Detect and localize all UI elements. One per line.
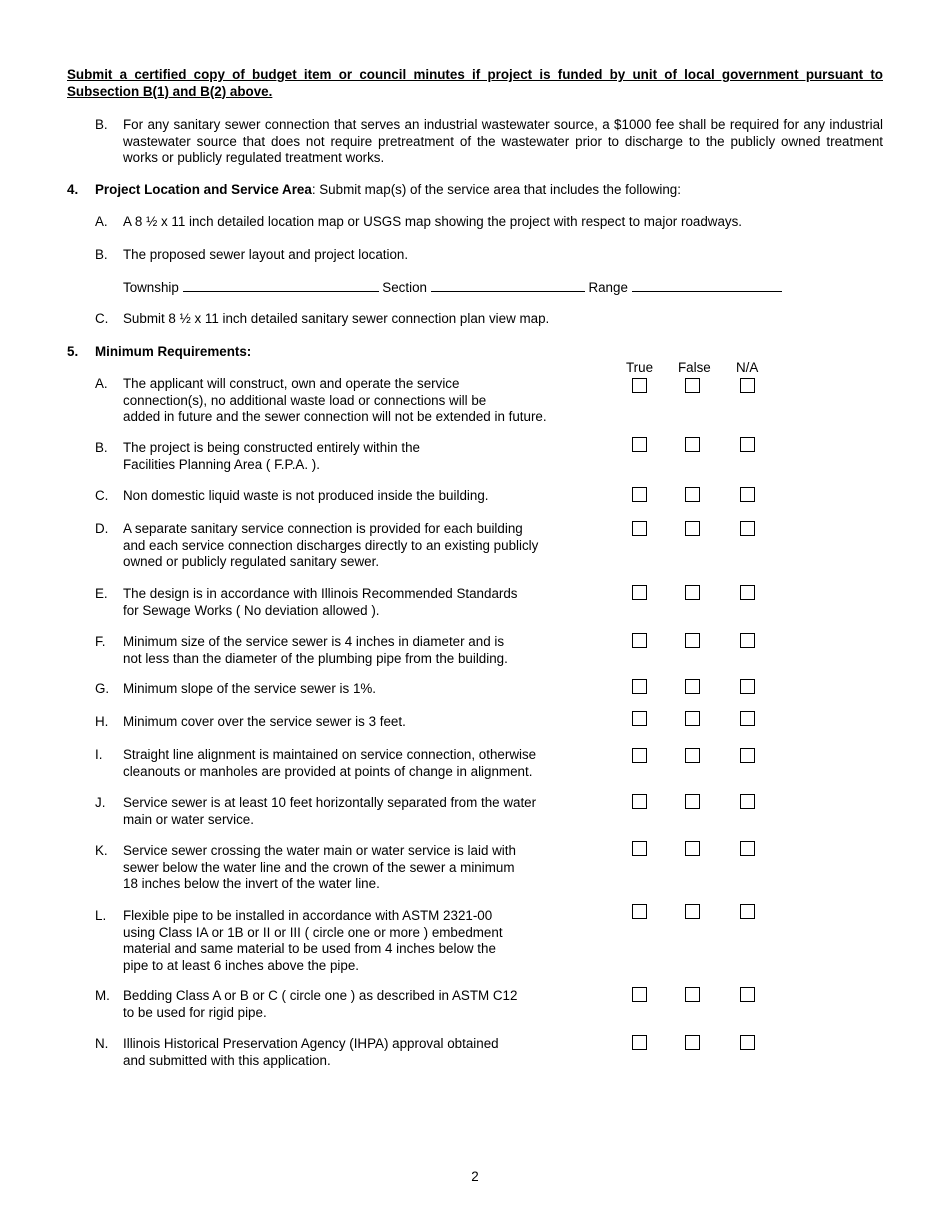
requirement-letter: G. — [95, 681, 110, 696]
checkbox-true[interactable] — [632, 794, 647, 809]
checkbox-false[interactable] — [685, 633, 700, 648]
checkbox-true[interactable] — [632, 585, 647, 600]
requirement-line: Flexible pipe to be installed in accordance with ASTM 2321-00 — [123, 908, 493, 923]
requirement-letter: L. — [95, 908, 107, 923]
requirement-line: Facilities Planning Area ( F.P.A. ). — [123, 456, 320, 472]
requirement-text — [123, 988, 517, 1021]
checkbox-true[interactable] — [632, 904, 647, 919]
checkbox-false[interactable] — [685, 487, 700, 502]
requirement-line: to be used for rigid pipe. — [123, 1004, 267, 1020]
requirement-text — [123, 440, 420, 473]
checkbox-false[interactable] — [685, 1035, 700, 1050]
requirement-letter: K. — [95, 843, 108, 858]
checkbox-true[interactable] — [632, 521, 647, 536]
checkbox-false[interactable] — [685, 679, 700, 694]
item-letter: C. — [95, 311, 109, 326]
requirement-line: Service sewer is at least 10 feet horizontally separated from the water — [123, 795, 537, 810]
requirement-letter: B. — [95, 440, 108, 455]
requirement-line: cleanouts or manholes are provided at points of change in alignment. — [123, 763, 533, 779]
township-field[interactable] — [183, 279, 379, 292]
requirement-line: sewer below the water line and the crown of the sewer a minimum — [123, 859, 515, 875]
requirement-text — [123, 681, 376, 698]
checkbox-na[interactable] — [740, 585, 755, 600]
requirement-letter: M. — [95, 988, 110, 1003]
requirement-text — [123, 488, 488, 505]
checkbox-na[interactable] — [740, 904, 755, 919]
requirement-text — [123, 376, 547, 426]
requirement-letter: I. — [95, 747, 103, 762]
requirement-line: and submitted with this application. — [123, 1052, 331, 1068]
township-label: Township — [123, 280, 179, 295]
industrial-fee-text: For any sanitary sewer connection that serves an industrial wastewater source, a $1000 fee shall be required for any industrial wastewater source that does not require pretreatment of the wastewater prior to discharge to the publicly owned treatment works or publicly regulated treatment works. — [123, 117, 883, 165]
checkbox-true[interactable] — [632, 748, 647, 763]
checkbox-false[interactable] — [685, 521, 700, 536]
requirement-line: material and same material to be used from 4 inches below the — [123, 941, 496, 956]
requirement-line: Non domestic liquid waste is not produced inside the building. — [123, 488, 489, 503]
column-header-true: True — [626, 360, 654, 375]
requirement-text — [123, 908, 503, 974]
requirement-text — [123, 634, 508, 667]
checkbox-na[interactable] — [740, 487, 755, 502]
checkbox-false[interactable] — [685, 987, 700, 1002]
checkbox-na[interactable] — [740, 748, 755, 763]
requirement-letter: J. — [95, 795, 106, 810]
section-field[interactable] — [431, 279, 585, 292]
requirement-line: Minimum cover over the service sewer is 3 feet. — [123, 714, 406, 729]
page-number: 2 — [471, 1169, 479, 1184]
requirement-line: owned or publicly regulated sanitary sewer. — [123, 554, 380, 569]
requirement-line: added in future and the sewer connection will not be extended in future. — [123, 409, 547, 424]
checkbox-na[interactable] — [740, 794, 755, 809]
column-header-false: False — [678, 360, 711, 375]
location-map-text: A 8 ½ x 11 inch detailed location map or USGS map showing the project with respect to major roadways. — [123, 214, 743, 229]
requirement-letter: H. — [95, 714, 109, 729]
requirement-text — [123, 1036, 499, 1069]
requirement-line: Illinois Historical Preservation Agency (IHPA) approval obtained — [123, 1036, 499, 1051]
checkbox-true[interactable] — [632, 487, 647, 502]
requirement-line: Bedding Class A or B or C ( circle one ) as described in ASTM C12 — [123, 988, 518, 1003]
checkbox-false[interactable] — [685, 794, 700, 809]
requirement-text — [123, 521, 538, 571]
requirement-letter: C. — [95, 488, 109, 503]
requirement-line: for Sewage Works ( No deviation allowed ). — [123, 602, 380, 618]
checkbox-false[interactable] — [685, 841, 700, 856]
checkbox-true[interactable] — [632, 679, 647, 694]
checkbox-na[interactable] — [740, 841, 755, 856]
checkbox-false[interactable] — [685, 748, 700, 763]
checkbox-false[interactable] — [685, 378, 700, 393]
checkbox-true[interactable] — [632, 987, 647, 1002]
checkbox-false[interactable] — [685, 437, 700, 452]
requirement-text — [123, 843, 516, 893]
requirement-line: Minimum size of the service sewer is 4 inches in diameter and is — [123, 634, 505, 649]
sewer-layout-text: The proposed sewer layout and project location. — [123, 247, 409, 262]
requirement-line: Service sewer crossing the water main or water service is laid with — [123, 843, 516, 858]
item-letter: B. — [95, 117, 108, 132]
requirement-line: Minimum slope of the service sewer is 1%. — [123, 681, 377, 696]
checkbox-true[interactable] — [632, 711, 647, 726]
checkbox-true[interactable] — [632, 633, 647, 648]
checkbox-true[interactable] — [632, 378, 647, 393]
section-number: 4. — [67, 182, 79, 197]
checkbox-na[interactable] — [740, 711, 755, 726]
requirement-text — [123, 747, 536, 780]
requirement-line: pipe to at least 6 inches above the pipe. — [123, 957, 359, 973]
item-letter: B. — [95, 247, 108, 262]
section-number: 5. — [67, 344, 79, 359]
column-header-na: N/A — [736, 360, 759, 375]
requirement-letter: N. — [95, 1036, 109, 1051]
checkbox-na[interactable] — [740, 679, 755, 694]
checkbox-na[interactable] — [740, 378, 755, 393]
location-fields-row — [123, 279, 782, 297]
requirement-letter: A. — [95, 376, 108, 391]
checkbox-na[interactable] — [740, 437, 755, 452]
checkbox-true[interactable] — [632, 1035, 647, 1050]
checkbox-na[interactable] — [740, 987, 755, 1002]
section5-title: Minimum Requirements: — [95, 344, 252, 359]
requirement-line: A separate sanitary service connection is provided for each building — [123, 521, 523, 536]
checkbox-false[interactable] — [685, 711, 700, 726]
requirement-text — [123, 714, 406, 731]
requirement-line: Straight line alignment is maintained on service connection, otherwise — [123, 747, 537, 762]
requirement-line: 18 inches below the invert of the water line. — [123, 876, 380, 891]
checkbox-true[interactable] — [632, 437, 647, 452]
range-field[interactable] — [632, 279, 782, 292]
plan-view-map-text: Submit 8 ½ x 11 inch detailed sanitary sewer connection plan view map. — [123, 311, 550, 326]
requirement-text — [123, 795, 536, 828]
checkbox-na[interactable] — [740, 633, 755, 648]
section4-title: Project Location and Service Area — [95, 182, 312, 197]
requirement-letter: F. — [95, 634, 106, 649]
certification-notice: Submit a certified copy of budget item or council minutes if project is funded by unit of local government pursuant to Subsection B(1) and B(2) above. — [67, 67, 883, 99]
section-label: Section — [382, 280, 427, 295]
requirement-line: and each service connection discharges directly to an existing publicly — [123, 537, 539, 553]
requirement-line: The project is being constructed entirely within the — [123, 440, 420, 455]
requirement-line: The design is in accordance with Illinois Recommended Standards — [123, 586, 518, 601]
checkbox-na[interactable] — [740, 1035, 755, 1050]
item-letter: A. — [95, 214, 108, 229]
requirement-line: The applicant will construct, own and operate the service — [123, 376, 460, 391]
requirement-line: not less than the diameter of the plumbing pipe from the building. — [123, 650, 508, 666]
requirement-line: using Class IA or 1B or II or III ( circle one or more ) embedment — [123, 924, 503, 940]
range-label: Range — [588, 280, 628, 295]
checkbox-na[interactable] — [740, 521, 755, 536]
requirement-letter: E. — [95, 586, 108, 601]
checkbox-false[interactable] — [685, 904, 700, 919]
requirement-line: main or water service. — [123, 811, 254, 827]
requirement-text — [123, 586, 518, 619]
checkbox-false[interactable] — [685, 585, 700, 600]
requirement-line: connection(s), no additional waste load or connections will be — [123, 392, 487, 408]
requirement-letter: D. — [95, 521, 109, 536]
section4-heading — [95, 182, 681, 199]
section4-intro: : Submit map(s) of the service area that includes the following: — [311, 182, 681, 197]
checkbox-true[interactable] — [632, 841, 647, 856]
